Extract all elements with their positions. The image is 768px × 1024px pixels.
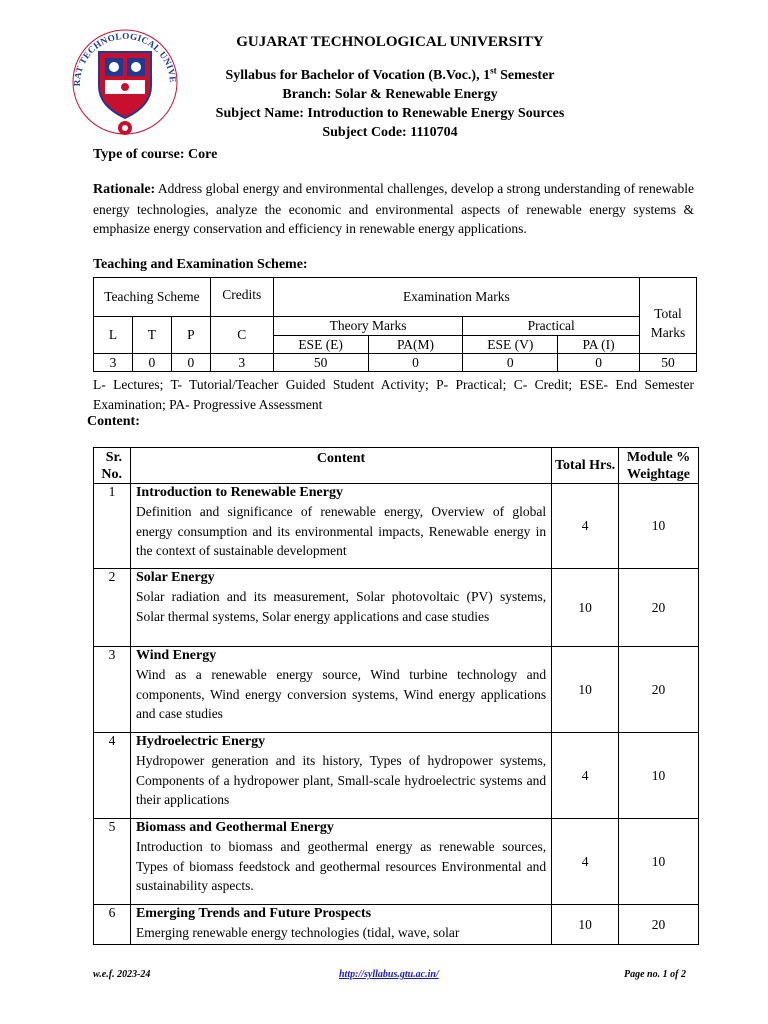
- ese-v-header: ESE (V): [463, 336, 558, 354]
- c-header: C: [210, 317, 273, 354]
- table-row: [94, 484, 699, 569]
- row-hrs: 4: [552, 733, 619, 819]
- footer-wef: w.e.f. 2023-24: [93, 969, 151, 980]
- legend: L- Lectures; T- Tutorial/Teacher Guided Student Activity; P- Practical; C- Credit; ESE- End Semester Examination; PA- Progressive Assessment: [93, 377, 694, 412]
- c-value: 3: [210, 354, 273, 372]
- total-value: 50: [640, 354, 697, 372]
- t-header: T: [132, 317, 171, 354]
- course-type: Type of course: Core: [93, 147, 218, 162]
- scheme-table: [93, 277, 697, 372]
- table-row: [94, 569, 699, 647]
- row-weight: 20: [619, 905, 699, 945]
- scheme-title: Teaching and Examination Scheme:: [93, 257, 308, 272]
- row-weight: 10: [619, 733, 699, 819]
- ese-e-value: 50: [273, 354, 368, 372]
- content-title: Content:: [87, 414, 140, 429]
- subject-code: Subject Code: 1110704: [322, 125, 458, 140]
- row-content: Hydroelectric Energy Hydropower generation and its history, Types of hydropower systems, Components of a hydropower plant, Small-scale hydroelectric systems and their applications: [130, 733, 551, 819]
- pa-m-header: PA(M): [368, 336, 463, 354]
- row-weight: 20: [619, 569, 699, 647]
- row-sr: 4: [94, 733, 131, 819]
- rationale: [93, 179, 694, 239]
- subject-name: Subject Name: Introduction to Renewable Energy Sources: [215, 106, 565, 121]
- row-sr: 5: [94, 819, 131, 905]
- pa-m-value: 0: [368, 354, 463, 372]
- branch-line: Branch: Solar & Renewable Energy: [282, 87, 498, 102]
- practical-header: Practical: [463, 317, 640, 336]
- ese-v-value: 0: [463, 354, 558, 372]
- row-hrs: 4: [552, 819, 619, 905]
- row-content: Wind Energy Wind as a renewable energy source, Wind turbine technology and components, Wind energy conversion systems, Wind energy applications and case studies: [130, 647, 551, 733]
- row-sr: 6: [94, 905, 131, 945]
- p-header: P: [171, 317, 210, 354]
- university-name: GUJARAT TECHNOLOGICAL UNIVERSITY: [236, 34, 544, 50]
- footer-link[interactable]: http://syllabus.gtu.ac.in/: [339, 969, 439, 980]
- total-marks-header: Total Marks: [640, 278, 697, 354]
- table-row: [94, 733, 699, 819]
- row-hrs: 10: [552, 569, 619, 647]
- hrs-header: Total Hrs.: [552, 448, 619, 484]
- sr-header: Sr. No.: [94, 448, 131, 484]
- t-value: 0: [132, 354, 171, 372]
- row-weight: 20: [619, 647, 699, 733]
- teaching-scheme-header: Teaching Scheme: [94, 278, 211, 317]
- pa-i-value: 0: [558, 354, 640, 372]
- row-sr: 3: [94, 647, 131, 733]
- row-content: Introduction to Renewable Energy Definition and significance of renewable energy, Overview of global energy consumption and its environmental impacts, Renewable energy in the context of sustainable development: [130, 484, 551, 569]
- row-weight: 10: [619, 484, 699, 569]
- table-row: [94, 905, 699, 945]
- logo-text: RAT TECHNOLOGICAL UNIVE: [71, 30, 179, 87]
- table-row: [94, 647, 699, 733]
- rationale-label: Rationale:: [93, 182, 156, 197]
- row-sr: 1: [94, 484, 131, 569]
- row-hrs: 4: [552, 484, 619, 569]
- theory-marks-header: Theory Marks: [273, 317, 463, 336]
- row-content: Solar Energy Solar radiation and its measurement, Solar photovoltaic (PV) systems, Solar thermal systems, Solar energy applications and case studies: [130, 569, 551, 647]
- ese-e-header: ESE (E): [273, 336, 368, 354]
- credits-header: Credits: [210, 278, 273, 317]
- content-header: Content: [130, 448, 551, 484]
- rationale-text: Address global energy and environmental challenges, develop a strong understanding of renewable energy technologies, analyze the economic and environmental aspects of renewable energy systems & emphasize energy conservation and efficiency in renewable energy applications.: [93, 181, 694, 236]
- l-header: L: [94, 317, 133, 354]
- row-sr: 2: [94, 569, 131, 647]
- l-value: 3: [94, 354, 133, 372]
- exam-marks-header: Examination Marks: [273, 278, 639, 317]
- syllabus-line: Syllabus for Bachelor of Vocation (B.Voc.), 1st Semester: [225, 65, 555, 83]
- row-hrs: 10: [552, 905, 619, 945]
- table-row: [94, 819, 699, 905]
- row-hrs: 10: [552, 647, 619, 733]
- row-content: Biomass and Geothermal Energy Introduction to biomass and geothermal energy as renewable sources, Types of biomass feedstock and geothermal resources Environmental and sustainability aspects.: [130, 819, 551, 905]
- footer-page-number: Page no. 1 of 2: [624, 969, 686, 980]
- weight-header: Module % Weightage: [619, 448, 699, 484]
- row-content: Emerging Trends and Future Prospects Emerging renewable energy technologies (tidal, wave, solar: [130, 905, 551, 945]
- p-value: 0: [171, 354, 210, 372]
- pa-i-header: PA (I): [558, 336, 640, 354]
- content-table: [93, 447, 699, 945]
- row-weight: 10: [619, 819, 699, 905]
- university-logo: [66, 22, 184, 140]
